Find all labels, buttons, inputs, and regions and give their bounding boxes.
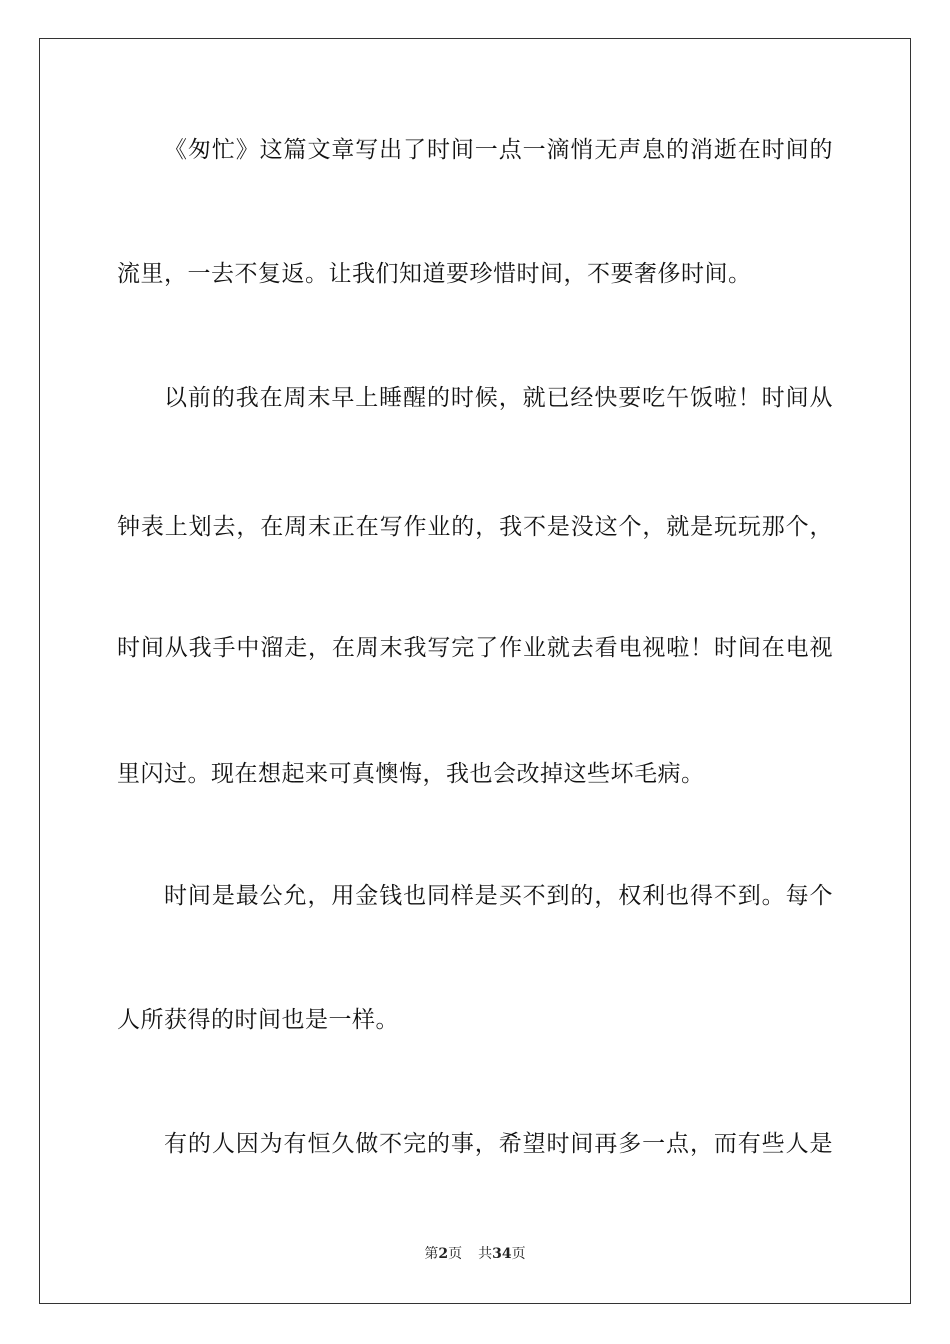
page-label-prefix: 第 <box>424 1246 439 1262</box>
paragraph-2-line-1: 以前的我在周末早上睡醒的时候，就已经快要吃午饭啦！时间从 <box>164 385 833 411</box>
total-label-suffix: 页 <box>511 1246 526 1262</box>
page-footer <box>0 1244 950 1264</box>
paragraph-3-line-1: 时间是最公允，用金钱也同样是买不到的，权利也得不到。每个 <box>164 883 833 909</box>
paragraph-4-line-1: 有的人因为有恒久做不完的事，希望时间再多一点，而有些人是 <box>164 1131 833 1157</box>
total-pages: 34 <box>492 1246 512 1262</box>
paragraph-2-line-4: 里闪过。现在想起来可真懊悔，我也会改掉这些坏毛病。 <box>117 761 705 787</box>
page-border <box>39 38 911 1304</box>
page-number: 2 <box>438 1246 449 1262</box>
total-label-prefix: 共 <box>478 1246 493 1262</box>
paragraph-3-line-2: 人所获得的时间也是一样。 <box>117 1007 399 1033</box>
paragraph-2-line-2: 钟表上划去，在周末正在写作业的，我不是没这个，就是玩玩那个， <box>117 514 833 540</box>
paragraph-1-line-1: 《匆忙》这篇文章写出了时间一点一滴悄无声息的消逝在时间的 <box>164 137 833 163</box>
paragraph-2-line-3: 时间从我手中溜走，在周末我写完了作业就去看电视啦！时间在电视 <box>117 635 833 661</box>
paragraph-1-line-2: 流里，一去不复返。让我们知道要珍惜时间，不要奢侈时间。 <box>117 261 752 287</box>
page-label-suffix: 页 <box>448 1246 463 1262</box>
